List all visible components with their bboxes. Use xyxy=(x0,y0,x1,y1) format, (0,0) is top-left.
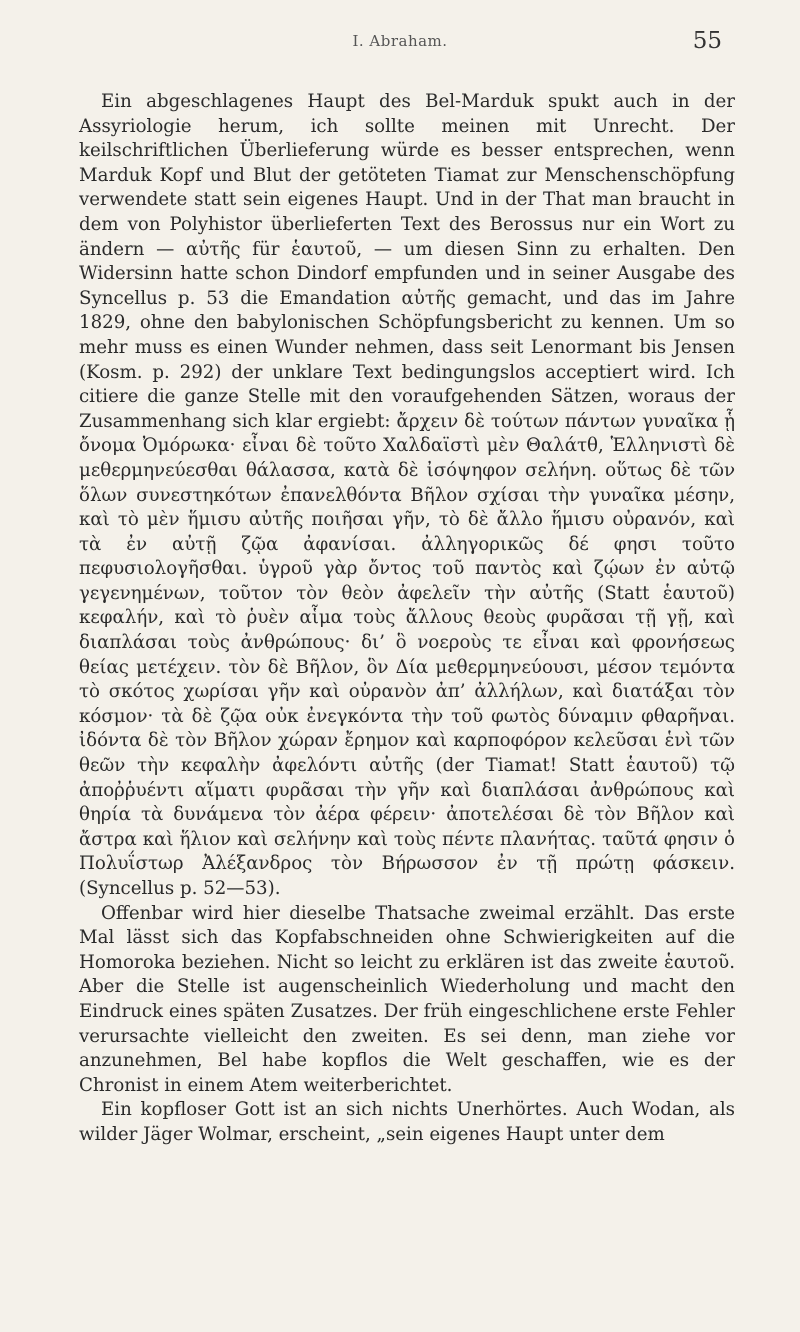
paragraph-1: Ein abgeschlagenes Haupt des Bel-Marduk spukt auch in der Assyriologie herum, ich sollte meinen mit Unrecht. Der keilschriftlichen Überlieferung würde es besser entsprechen, wenn Marduk Kopf und Blut der getöteten Tiamat zur Menschenschöpfung verwendete statt sein eigenes Haupt. Und in der That man braucht in dem von Polyhistor überlieferten Text des Berossus nur ein Wort zu ändern — αὐτῆς für ἑαυτοῦ, — um diesen Sinn zu erhalten. Den Widersinn hatte schon Dindorf empfunden und in seiner Ausgabe des Syncellus p. 53 die Emandation αὐτῆς gemacht, und das im Jahre 1829, ohne den babylonischen Schöpfungsbericht zu kennen. Um so mehr muss es einen Wunder nehmen, dass seit Lenormant bis Jensen (Kosm. p. 292) der unklare Text bedingungslos acceptiert wird. Ich citiere die ganze Stelle mit den voraufgehenden Sätzen, woraus der Zusammenhang sich klar ergiebt: ἄρχειν δὲ τούτων πάντων γυναῖκα ᾗ ὄνομα Ὀμόρωκα· εἶναι δὲ τοῦτο Χαλδαϊστὶ μὲν Θαλάτθ, Ἑλληνιστὶ δὲ μεθερμηνεύεσθαι θάλασσα, κατὰ δὲ ἰσόψηφον σελήνη. οὕτως δὲ τῶν ὅλων συνεστηκότων ἐπανελθόντα Βῆλον σχίσαι τὴν γυναῖκα μέσην, καὶ τὸ μὲν ἥμισυ αὐτῆς ποιῆσαι γῆν, τὸ δὲ ἄλλο ἥμισυ οὐρανόν, καὶ τὰ ἐν αὐτῇ ζῷα ἀφανίσαι. ἀλληγορικῶς δέ φησι τοῦτο πεφυσιολογῆσθαι. ὑγροῦ γὰρ ὄντος τοῦ παντὸς καὶ ζῴων ἐν αὐτῷ γεγενημένων, τοῦτον τὸν θεὸν ἀφελεῖν τὴν αὐτῆς (Statt ἑαυτοῦ) κεφαλήν, καὶ τὸ ῥυὲν αἷμα τοὺς ἄλλους θεοὺς φυρᾶσαι τῇ γῇ, καὶ διαπλάσαι τοὺς ἀνθρώπους· δι’ ὃ νοεροὺς τε εἶναι καὶ φρονήσεως θείας μετέχειν. τὸν δὲ Βῆλον, ὃν Δία μεθερμηνεύουσι, μέσον τεμόντα τὸ σκότος χωρίσαι γῆν καὶ οὐρανὸν ἀπ’ ἀλλήλων, καὶ διατάξαι τὸν κόσμον· τὰ δὲ ζῷα οὐκ ἐνεγκόντα τὴν τοῦ φωτὸς δύναμιν φθαρῆναι. ἰδόντα δὲ τὸν Βῆλον χώραν ἔρημον καὶ καρποφόρον κελεῦσαι ἑνὶ τῶν θεῶν τὴν κεφαλὴν ἀφελόντι αὐτῆς (der Tiamat! Statt ἑαυτοῦ) τῷ ἀποῤῥυέντι αἵματι φυρᾶσαι τὴν γῆν καὶ διαπλάσαι ἀνθρώπους καὶ θηρία τὰ δυνάμενα τὸν ἀέρα φέρειν· ἀποτελέσαι δὲ τὸν Βῆλον καὶ ἄστρα καὶ ἥλιον καὶ σελήνην καὶ τοὺς πέντε πλανήτας. ταῦτά φησιν ὁ Πολυΐστωρ Ἀλέξανδρος τὸν Βήρωσσον ἐν τῇ πρώτῃ φάσκειν. (Syncellus p. 52—53). xyxy=(79,91,735,899)
running-head xyxy=(0,30,800,58)
paragraph-2: Offenbar wird hier dieselbe Thatsache zweimal erzählt. Das erste Mal lässt sich das Kopfabschneiden ohne Schwierigkeiten auf die Homoroka beziehen. Nicht so leicht zu erklären ist das zweite ἑαυτοῦ. Aber die Stelle ist augenscheinlich Wiederholung und macht den Eindruck eines späten Zusatzes. Der früh eingeschlichene erste Fehler verursachte vielleicht den zweiten. Es sei denn, man ziehe vor anzunehmen, Bel habe kopflos die Welt geschaffen, wie es der Chronist in einem Atem weiterberichtet. xyxy=(79,902,735,1096)
body-text xyxy=(79,90,735,1148)
page-number: 55 xyxy=(692,28,722,54)
paragraph-3: Ein kopfloser Gott ist an sich nichts Unerhörtes. Auch Wodan, als wilder Jäger Wolmar, erscheint, „sein eigenes Haupt unter dem xyxy=(79,1099,735,1145)
running-title: I. Abraham. xyxy=(352,32,448,50)
